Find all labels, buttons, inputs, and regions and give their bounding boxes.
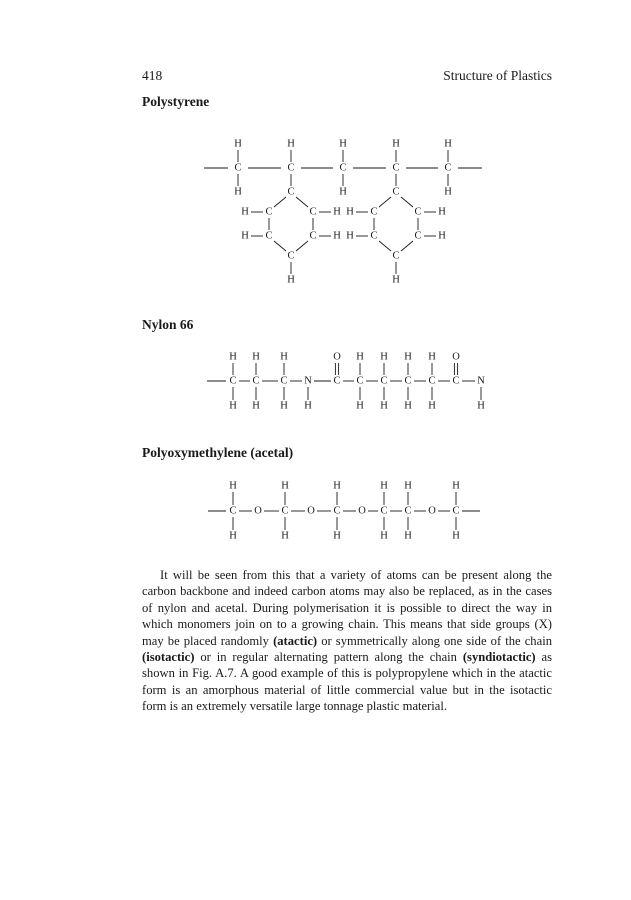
atom-c-label: C	[281, 505, 289, 517]
atom-c-label: C	[404, 505, 412, 517]
atom-c-label: C	[452, 505, 460, 517]
atom-c-label: C	[356, 375, 364, 387]
atom-c-label: C	[392, 250, 400, 262]
atom-h-label: H	[428, 351, 436, 363]
body-paragraph	[142, 567, 552, 715]
atom-h-label: H	[404, 400, 412, 412]
atom-h-label: H	[477, 400, 485, 412]
atom-h-label: H	[333, 206, 341, 218]
atom-c-label: C	[265, 230, 273, 242]
atom-h-label: H	[333, 530, 341, 542]
atom-h-label: H	[452, 530, 460, 542]
atom-h-label: H	[304, 400, 312, 412]
paragraph-text-2: or symmetrically along one side of the chain	[317, 633, 552, 648]
paragraph-text-1: It will be seen from this that a variety of atoms can be present along the carbon backbone and indeed carbon atoms may also be replaced, as in the cases of nylon and acetal. During polymerisation it is possible to direct the way in which monomers join on to a growing chain. This means that side groups (X) may be placed randomly	[142, 568, 552, 648]
atom-c-label: C	[380, 375, 388, 387]
atom-h-label: H	[333, 230, 341, 242]
atom-c-label: C	[265, 206, 273, 218]
atom-h-label: H	[438, 230, 446, 242]
atom-c-label: C	[252, 375, 260, 387]
term-isotactic: (isotactic)	[142, 650, 195, 665]
atom-n-label: N	[304, 375, 312, 387]
atom-c-label: C	[229, 375, 237, 387]
atom-h-label: H	[241, 230, 249, 242]
section-title-nylon-66: Nylon 66	[142, 317, 194, 332]
atom-c-label: C	[333, 505, 341, 517]
atom-h-label: H	[280, 351, 288, 363]
atom-c-label: C	[370, 230, 378, 242]
running-title: Structure of Plastics	[443, 68, 552, 83]
atom-c-label: C	[414, 230, 422, 242]
atom-h-label: H	[380, 351, 388, 363]
atom-h-label: H	[241, 206, 249, 218]
atom-o-label: O	[254, 505, 262, 517]
atom-h-label: H	[380, 400, 388, 412]
atom-h-label: H	[392, 274, 400, 286]
atom-h-label: H	[438, 206, 446, 218]
atom-h-label: H	[380, 530, 388, 542]
atom-h-label: H	[281, 480, 289, 492]
atom-h-label: H	[333, 480, 341, 492]
atom-o-label: O	[428, 505, 436, 517]
atom-h-label: H	[404, 530, 412, 542]
atom-c-label: C	[309, 206, 317, 218]
atom-c-label: C	[287, 162, 295, 174]
atom-h-label: H	[380, 480, 388, 492]
atom-c-label: C	[392, 186, 400, 198]
atom-h-label: H	[287, 138, 295, 150]
atom-h-label: H	[281, 530, 289, 542]
atom-h-label: H	[229, 400, 237, 412]
atom-c-label: C	[287, 250, 295, 262]
atom-h-label: H	[234, 138, 242, 150]
atom-h-label: H	[444, 138, 452, 150]
section-title-acetal: Polyoxymethylene (acetal)	[142, 445, 294, 460]
atom-o-label: O	[452, 351, 460, 363]
atom-h-label: H	[444, 186, 452, 198]
atom-c-label: C	[287, 186, 295, 198]
atom-h-label: H	[356, 351, 364, 363]
atom-h-label: H	[428, 400, 436, 412]
term-atactic: (atactic)	[273, 633, 318, 648]
atom-h-label: H	[339, 138, 347, 150]
atom-h-label: H	[346, 230, 354, 242]
atom-c-label: C	[380, 505, 388, 517]
term-syndiotactic: (syndiotactic)	[462, 650, 536, 665]
atom-h-label: H	[252, 351, 260, 363]
atom-h-label: H	[252, 400, 260, 412]
atom-c-label: C	[392, 162, 400, 174]
atom-h-label: H	[229, 351, 237, 363]
atom-c-label: C	[414, 206, 422, 218]
atom-h-label: H	[339, 186, 347, 198]
atom-c-label: C	[370, 206, 378, 218]
atom-h-label: H	[287, 274, 295, 286]
page-number: 418	[142, 68, 163, 83]
atom-c-label: C	[229, 505, 237, 517]
section-title-polystyrene: Polystyrene	[142, 94, 210, 109]
atom-h-label: H	[234, 186, 242, 198]
atom-h-label: H	[229, 530, 237, 542]
atom-h-label: H	[452, 480, 460, 492]
atom-c-label: C	[404, 375, 412, 387]
atom-h-label: H	[356, 400, 364, 412]
atom-h-label: H	[229, 480, 237, 492]
atom-h-label: H	[392, 138, 400, 150]
atom-h-label: H	[404, 480, 412, 492]
atom-c-label: C	[428, 375, 436, 387]
atom-o-label: O	[333, 351, 341, 363]
atom-o-label: O	[358, 505, 366, 517]
atom-n-label: N	[477, 375, 485, 387]
atom-c-label: C	[333, 375, 341, 387]
atom-o-label: O	[307, 505, 315, 517]
atom-c-label: C	[234, 162, 242, 174]
atom-h-label: H	[346, 206, 354, 218]
atom-h-label: H	[404, 351, 412, 363]
paragraph-text-3: or in regular alternating pattern along the chain	[194, 650, 463, 665]
atom-c-label: C	[339, 162, 347, 174]
atom-c-label: C	[452, 375, 460, 387]
atom-c-label: C	[280, 375, 288, 387]
atom-c-label: C	[444, 162, 452, 174]
paragraph-text-4: as shown in Fig. A.7. A good example of this is polypropylene which in the atactic form is an amorphous material of little commercial value but in the isotactic form is an extremely versatile large tonnage plastic material.	[142, 650, 553, 714]
atom-h-label: H	[280, 400, 288, 412]
atom-c-label: C	[309, 230, 317, 242]
